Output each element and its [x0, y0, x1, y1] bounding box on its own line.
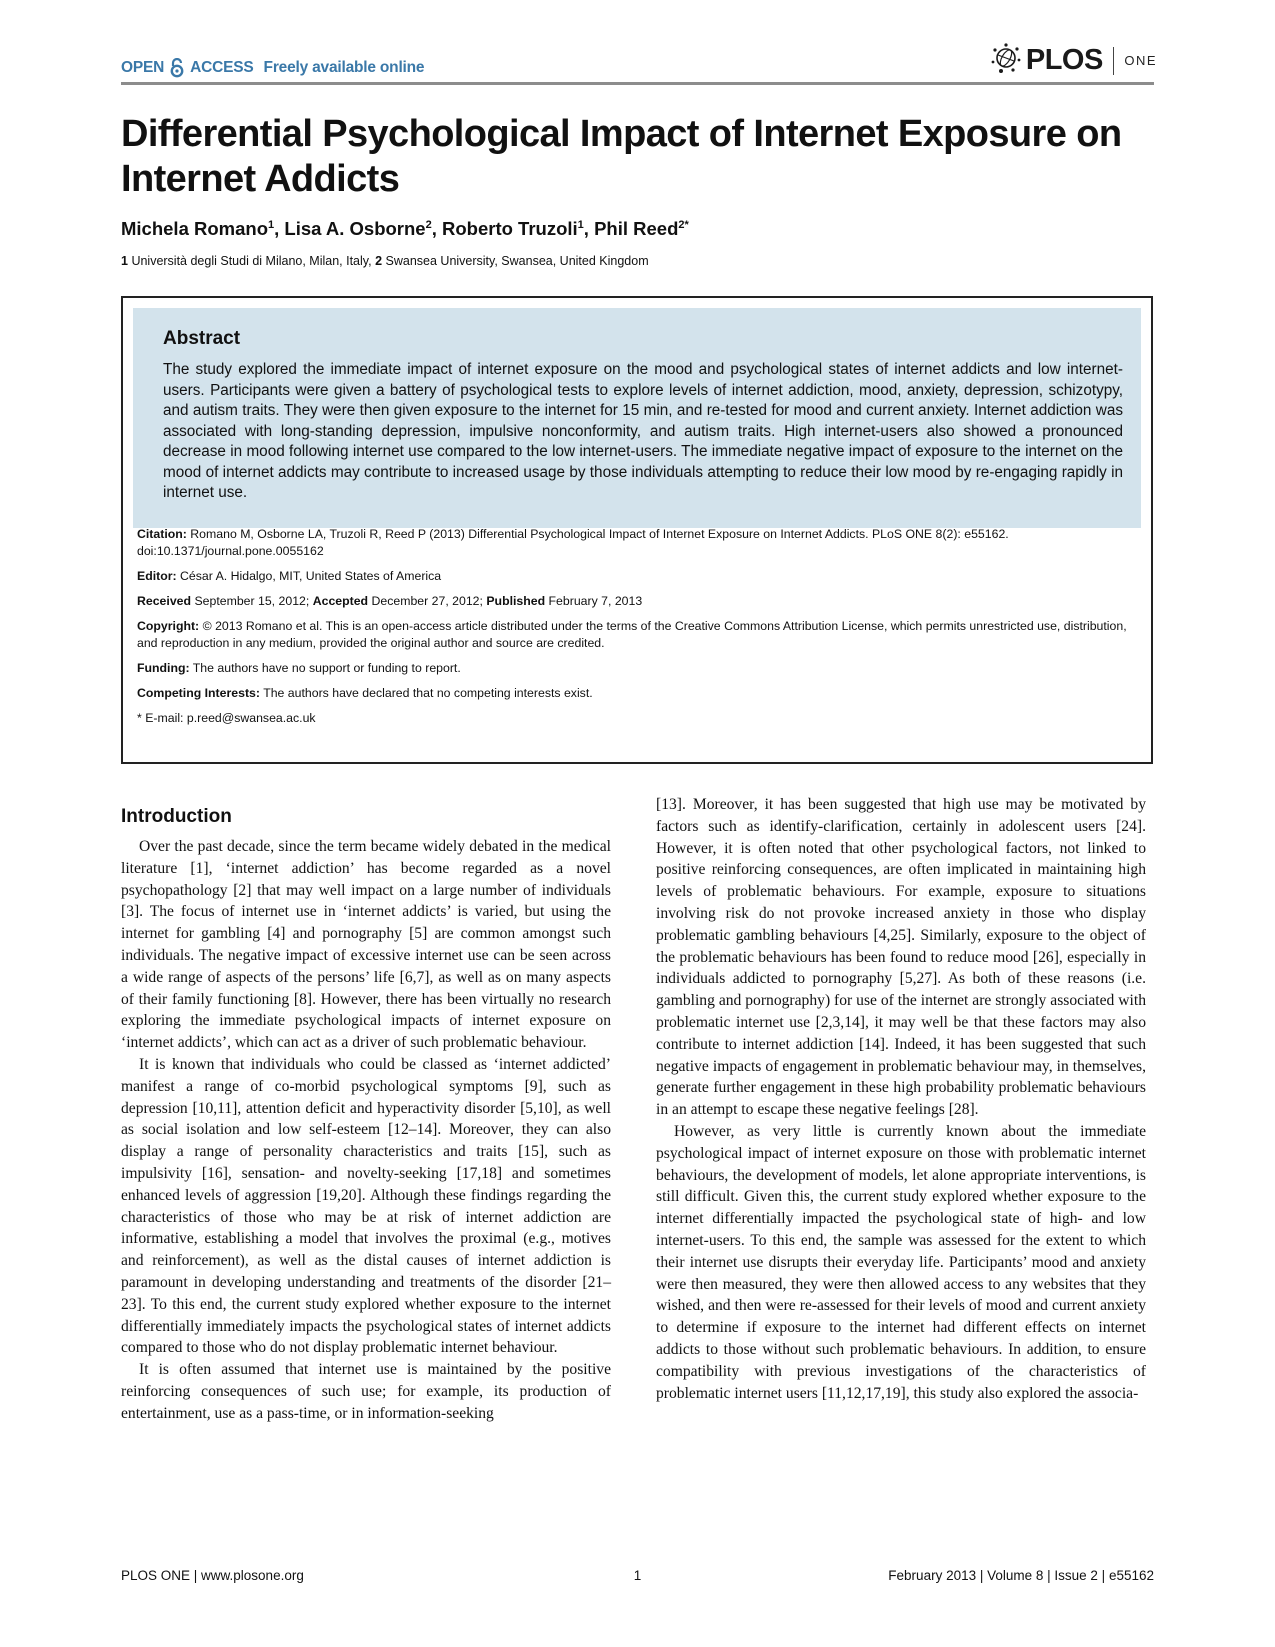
- abstract-panel: [133, 308, 1141, 528]
- competing-interests: Competing Interests: The authors have declared that no competing interests exist.: [137, 686, 593, 700]
- body-column-left: [121, 836, 611, 1425]
- affiliations: 1 Università degli Studi di Milano, Milan, Italy, 2 Swansea University, Swansea, United Kingdom: [121, 254, 649, 268]
- paragraph: [13]. Moreover, it has been suggested that high use may be motivated by factors such as identify-clarification, certainly in adolescent users [24]. However, it is often noted that other psychological factors, not linked to positive reinforcing consequences, are often implicated in maintaining high levels of problematic behaviours. For example, exposure to situations involving risk do not provoke increased anxiety in those who display problematic gambling behaviours [4,25]. Similarly, exposure to the object of the problematic behaviours has been found to reduce mood [26], especially in individuals addicted to pornography [5,27]. As both of these reasons (i.e. gambling and pornography) for use of the internet are strongly associated with problematic internet use [2,3,14], it may well be that these factors may also contribute to internet addiction [14]. Indeed, it has been suggested that such negative impacts of engagement in problematic behaviour may, in themselves, generate further engagement in these high probability problematic behaviours in an attempt to escape these negative feelings [28].: [656, 796, 1146, 1119]
- journal-logo: [990, 42, 1157, 79]
- abstract-heading: Abstract: [163, 328, 241, 349]
- dates: Received September 15, 2012; Accepted December 27, 2012; Published February 7, 2013: [137, 594, 643, 608]
- header-rule: [121, 82, 1154, 85]
- funding: Funding: The authors have no support or funding to report.: [137, 661, 461, 675]
- body-column-right: [656, 794, 1146, 1404]
- logo-divider: [1113, 47, 1115, 75]
- open-lock-icon: [170, 58, 184, 78]
- page-footer: [121, 1568, 1154, 1583]
- section-heading-introduction: Introduction: [121, 806, 232, 827]
- footer-issue: February 2013 | Volume 8 | Issue 2 | e55162: [888, 1568, 1154, 1583]
- freely-available-label: Freely available online: [263, 59, 425, 76]
- footer-journal: PLOS ONE | www.plosone.org: [121, 1568, 304, 1583]
- paragraph: It is known that individuals who could be classed as ‘internet addicted’ manifest a range of co-morbid psychological symptoms [9], such as depression [10,11], attention deficit and hyperactivity disorder [5,10], as well as social isolation and low self-esteem [12–14]. Moreover, they can also display a range of personality characteristics and traits [15], such as impulsivity [16], sensation- and novelty-seeking [17,18] and sometimes enhanced levels of aggression [19,20]. Although these findings regarding the characteristics of those who may be at risk of internet addiction are informative, establishing a model that involves the proximal (e.g., motives and reinforcement), as well as the distal causes of internet addiction is paramount in developing understanding and treatments of the disorder [21–23]. To this end, the current study explored whether exposure to the internet differentially immediately impacts the psychological states of internet addicts compared to those who do not display problematic internet behaviour.: [121, 1055, 611, 1357]
- page-number: 1: [633, 1568, 642, 1583]
- author: Lisa A. Osborne$^2$: [284, 218, 432, 239]
- author: Phil Reed$^{2*}$: [594, 218, 689, 239]
- one-wordmark: ONE: [1124, 53, 1157, 68]
- author: Roberto Truzoli$^1$: [442, 218, 584, 239]
- abstract-text: The study explored the immediate impact of internet exposure on the mood and psychological states of internet addicts and low internet-users. Participants were given a battery of psychological tests to explore levels of internet addiction, mood, anxiety, depression, schizotypy, and autism traits. They were then given exposure to the internet for 15 min, and re-tested for mood and current anxiety. Internet addiction was associated with long-standing depression, impulsive nonconformity, and autism traits. High internet-users also showed a pronounced decrease in mood following internet use compared to the low internet-users. The immediate negative impact of exposure to the internet on the mood of internet addicts may contribute to increased usage by those individuals attempting to reduce their low mood by re-engaging rapidly in internet use.: [163, 361, 1123, 501]
- article-info-box: [121, 296, 1153, 764]
- paragraph: Over the past decade, since the term became widely debated in the medical literature [1], ‘internet addiction’ has become regarded as a novel psychopathology [2] that may well impact on a large number of individuals [3]. The focus of internet use in ‘internet addicts’ is varied, but using the internet for gambling [4] and pornography [5] are common amongst such individuals. The negative impact of excessive internet use can be seen across a wide range of aspects of the persons’ life [6,7], as well as on many aspects of their family functioning [8]. However, there has been virtually no research exploring the immediate psychological impacts of internet exposure on ‘internet addicts’, which can act as a driver of such problematic behaviour.: [121, 838, 611, 1052]
- editor: Editor: César A. Hidalgo, MIT, United States of America: [137, 569, 442, 583]
- plos-wordmark: PLOS: [1025, 44, 1103, 76]
- access-label: ACCESS: [190, 59, 254, 76]
- author-list: Michela Romano$^1$, Lisa A. Osborne$^2$, Roberto Truzoli$^1$, Phil Reed$^{2*}$: [121, 218, 689, 239]
- paragraph: It is often assumed that internet use is maintained by the positive reinforcing consequences of such use; for example, its production of entertainment, use as a pass-time, or in information-seeking: [121, 1361, 611, 1422]
- copyright: Copyright: © 2013 Romano et al. This is an open-access article distributed under the terms of the Creative Commons Attribution License, which permits unrestricted use, distribution, and reproduction in any medium, provided the original author and source are credited.: [137, 619, 1127, 650]
- plos-globe-icon: [990, 42, 1022, 79]
- paragraph: However, as very little is currently known about the immediate psychological impact of internet exposure on those with problematic internet behaviours, the development of models, let alone appropriate interventions, is still difficult. Given this, the current study explored whether exposure to the internet differentially impacted the psychological state of high- and low internet-users. To this end, the sample was assessed for the extent to which their internet use disrupts their everyday life. Participants’ mood and anxiety were then measured, they were then allowed access to any websites that they wished, and then were re-assessed for their levels of mood and current anxiety to determine if exposure to the internet had different effects on internet addicts to those without such problematic behaviours. In addition, to ensure compatibility with previous investigations of the characteristics of problematic internet users [11,12,17,19], this study also explored the associa-: [656, 1122, 1146, 1402]
- article-title: Differential Psychological Impact of Internet Exposure on Internet Addicts: [121, 113, 1122, 200]
- author: Michela Romano$^1$: [121, 218, 275, 239]
- open-access-banner: [121, 58, 424, 78]
- citation: Citation: Romano M, Osborne LA, Truzoli R, Reed P (2013) Differential Psychological Impact of Internet Exposure on Internet Addicts. PLoS ONE 8(2): e55162. doi:10.1371/journal.pone.0055162: [137, 527, 1009, 558]
- open-label: OPEN: [121, 59, 165, 76]
- corresponding-email[interactable]: * E-mail: p.reed@swansea.ac.uk: [137, 711, 316, 725]
